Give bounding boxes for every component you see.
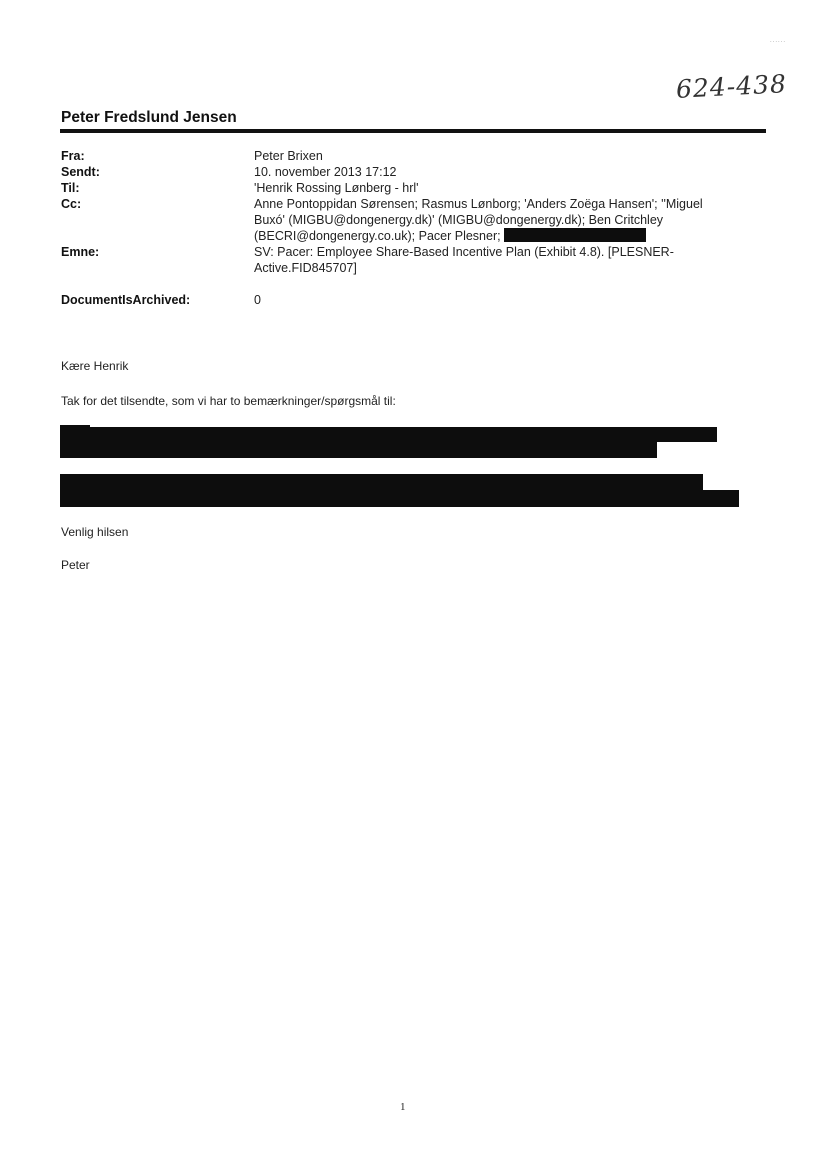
cc-line-1: Anne Pontoppidan Sørensen; Rasmus Lønborg; 'Anders Zoëga Hansen'; ''Miguel <box>254 197 703 211</box>
cc-label: Cc: <box>61 197 82 211</box>
from-label: Fra: <box>61 149 85 163</box>
from-row <box>61 148 761 164</box>
redaction-bar <box>60 490 739 507</box>
cc-line-3-text: (BECRI@dongenergy.co.uk); Pacer Plesner; <box>254 229 501 243</box>
sent-row <box>61 164 761 180</box>
subject-label: Emne: <box>61 245 100 259</box>
redaction-bar <box>60 441 657 458</box>
redaction-bar <box>60 474 110 496</box>
signature: Peter <box>61 558 90 572</box>
intro-text: Tak for det tilsendte, som vi har to bemærkninger/spørgsmål til: <box>61 394 396 408</box>
sent-label: Sendt: <box>61 165 100 179</box>
closing: Venlig hilsen <box>61 525 129 539</box>
page-number: 1 <box>400 1101 406 1113</box>
to-value: 'Henrik Rossing Lønberg - hrl' <box>254 181 419 195</box>
subject-line-1: SV: Pacer: Employee Share-Based Incentive Plan (Exhibit 4.8). [PLESNER- <box>254 245 674 259</box>
sent-value: 10. november 2013 17:12 <box>254 165 397 179</box>
archived-row <box>61 292 761 308</box>
subject-row <box>61 244 761 276</box>
subject-line-2: Active.FID845707] <box>254 261 357 275</box>
cc-value <box>254 196 761 244</box>
handwritten-reference: 624-438 <box>675 69 788 104</box>
cc-row <box>61 196 761 244</box>
corner-mark: ...... <box>770 38 787 44</box>
to-row <box>61 180 761 196</box>
mailbox-owner-name: Peter Fredslund Jensen <box>61 109 237 126</box>
redaction-bar <box>60 427 717 442</box>
subject-value <box>254 244 761 276</box>
archived-value: 0 <box>254 293 261 307</box>
greeting: Kære Henrik <box>61 359 129 373</box>
header-rule <box>60 129 766 133</box>
cc-line-2: Buxó' (MIGBU@dongenergy.dk)' (MIGBU@dongenergy.dk); Ben Critchley <box>254 213 664 227</box>
redaction-bar-inline <box>504 228 646 242</box>
from-value: Peter Brixen <box>254 149 323 163</box>
to-label: Til: <box>61 181 80 195</box>
redaction-bar <box>60 425 90 445</box>
archived-label: DocumentIsArchived: <box>61 293 191 307</box>
cc-line-3 <box>254 228 761 244</box>
email-header <box>61 148 761 308</box>
